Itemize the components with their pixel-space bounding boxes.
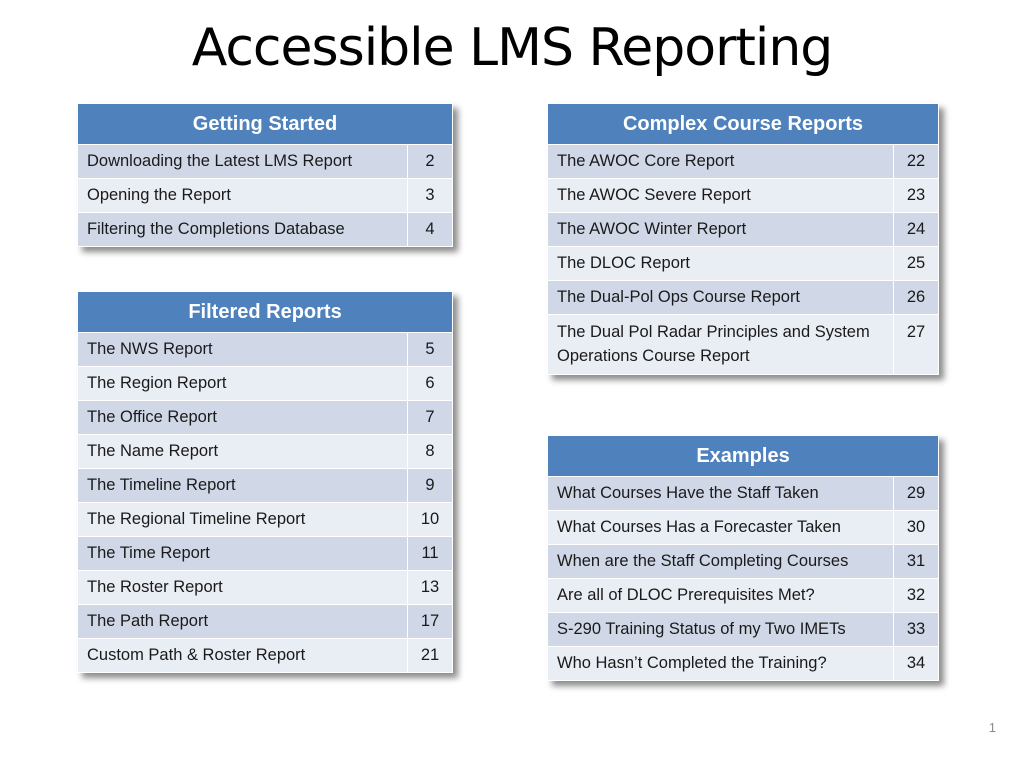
entry-page: 34 <box>894 647 939 681</box>
entry-page: 5 <box>408 333 453 367</box>
table-row[interactable] <box>548 613 939 647</box>
entry-label[interactable]: What Courses Have the Staff Taken <box>548 477 894 511</box>
examples-table <box>547 435 939 681</box>
entry-page: 3 <box>408 179 453 213</box>
table-row[interactable] <box>78 401 453 435</box>
entry-label[interactable]: Custom Path & Roster Report <box>78 639 408 673</box>
examples-header: Examples <box>548 436 939 477</box>
table-row[interactable] <box>548 213 939 247</box>
table-row[interactable] <box>548 579 939 613</box>
entry-page: 24 <box>894 213 939 247</box>
entry-page: 21 <box>408 639 453 673</box>
entry-label[interactable]: Who Hasn’t Completed the Training? <box>548 647 894 681</box>
entry-page: 11 <box>408 537 453 571</box>
entry-page: 17 <box>408 605 453 639</box>
entry-page: 7 <box>408 401 453 435</box>
entry-label[interactable]: Downloading the Latest LMS Report <box>78 145 408 179</box>
table-row[interactable] <box>548 511 939 545</box>
entry-page: 23 <box>894 179 939 213</box>
entry-label[interactable]: What Courses Has a Forecaster Taken <box>548 511 894 545</box>
table-row[interactable] <box>548 477 939 511</box>
slide-title: Accessible LMS Reporting <box>191 18 833 78</box>
entry-page: 25 <box>894 247 939 281</box>
entry-page: 22 <box>894 145 939 179</box>
table-row[interactable] <box>548 647 939 681</box>
getting-started-table <box>77 103 453 247</box>
entry-label[interactable]: The Dual Pol Radar Principles and System Operations Course Report <box>548 315 894 375</box>
entry-label[interactable]: The NWS Report <box>78 333 408 367</box>
entry-label[interactable]: The Name Report <box>78 435 408 469</box>
table-row[interactable] <box>548 281 939 315</box>
entry-page: 31 <box>894 545 939 579</box>
table-row[interactable] <box>78 605 453 639</box>
entry-page: 8 <box>408 435 453 469</box>
slide-number: 1 <box>988 720 996 735</box>
filtered-reports-table <box>77 291 453 673</box>
entry-label[interactable]: The AWOC Core Report <box>548 145 894 179</box>
table-row[interactable] <box>78 537 453 571</box>
getting-started-header: Getting Started <box>78 104 453 145</box>
entry-label[interactable]: Opening the Report <box>78 179 408 213</box>
table-row[interactable] <box>78 179 453 213</box>
entry-page: 29 <box>894 477 939 511</box>
entry-label[interactable]: The AWOC Severe Report <box>548 179 894 213</box>
entry-page: 30 <box>894 511 939 545</box>
entry-label[interactable]: The Roster Report <box>78 571 408 605</box>
entry-label[interactable]: The Dual-Pol Ops Course Report <box>548 281 894 315</box>
complex-course-reports-header: Complex Course Reports <box>548 104 939 145</box>
table-row[interactable] <box>78 367 453 401</box>
complex-course-reports-table <box>547 103 939 375</box>
entry-page: 33 <box>894 613 939 647</box>
table-row[interactable] <box>78 639 453 673</box>
entry-label[interactable]: The AWOC Winter Report <box>548 213 894 247</box>
table-row[interactable] <box>78 213 453 247</box>
table-row[interactable] <box>78 333 453 367</box>
table-row[interactable] <box>78 571 453 605</box>
table-row[interactable] <box>548 145 939 179</box>
table-row[interactable] <box>78 503 453 537</box>
entry-label[interactable]: The DLOC Report <box>548 247 894 281</box>
entry-label[interactable]: The Regional Timeline Report <box>78 503 408 537</box>
entry-label[interactable]: When are the Staff Completing Courses <box>548 545 894 579</box>
entry-label[interactable]: The Office Report <box>78 401 408 435</box>
table-row[interactable] <box>548 247 939 281</box>
entry-label[interactable]: Filtering the Completions Database <box>78 213 408 247</box>
entry-label[interactable]: S-290 Training Status of my Two IMETs <box>548 613 894 647</box>
table-row[interactable] <box>78 145 453 179</box>
entry-page: 10 <box>408 503 453 537</box>
table-row[interactable] <box>78 435 453 469</box>
entry-label[interactable]: Are all of DLOC Prerequisites Met? <box>548 579 894 613</box>
table-row[interactable] <box>548 315 939 375</box>
table-row[interactable] <box>548 545 939 579</box>
entry-page: 13 <box>408 571 453 605</box>
entry-label[interactable]: The Region Report <box>78 367 408 401</box>
entry-page: 32 <box>894 579 939 613</box>
table-row[interactable] <box>548 179 939 213</box>
entry-page: 9 <box>408 469 453 503</box>
entry-page: 2 <box>408 145 453 179</box>
filtered-reports-header: Filtered Reports <box>78 292 453 333</box>
entry-page: 4 <box>408 213 453 247</box>
entry-page: 27 <box>894 315 939 375</box>
entry-page: 26 <box>894 281 939 315</box>
entry-label[interactable]: The Timeline Report <box>78 469 408 503</box>
entry-label[interactable]: The Time Report <box>78 537 408 571</box>
table-row[interactable] <box>78 469 453 503</box>
entry-label[interactable]: The Path Report <box>78 605 408 639</box>
entry-page: 6 <box>408 367 453 401</box>
